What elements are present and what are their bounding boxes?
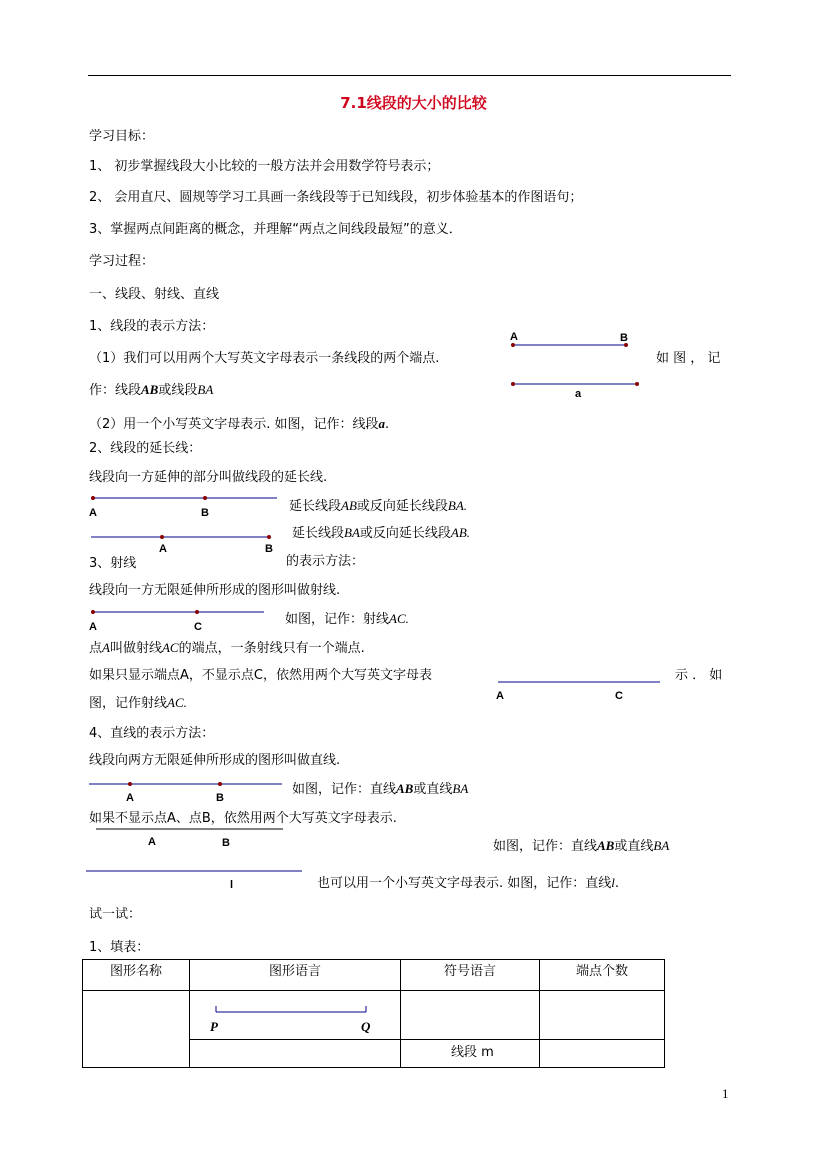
method-2-dot: . bbox=[385, 417, 390, 432]
cell-segment-m: 线段 m bbox=[401, 1040, 540, 1068]
segment-method-1-tail: 如 图 ， 记 bbox=[656, 351, 721, 366]
cell-endpoints-empty-2 bbox=[540, 1040, 665, 1068]
extension-definition: 线段向一方延伸的部分叫做线段的延长线. bbox=[89, 470, 328, 485]
ray-fig-AC: AC. bbox=[389, 611, 409, 626]
cell-figure-empty bbox=[190, 1040, 401, 1068]
segment-method-1: （1）我们可以用两个大写英文字母表示一条线段的两个端点. bbox=[89, 351, 440, 366]
header-figure-name: 图形名称 bbox=[83, 960, 190, 991]
ray-hidden-label-C: C bbox=[615, 690, 623, 702]
line2r-pre: 如图，记作：直线 bbox=[493, 839, 598, 854]
cell-figure-PQ bbox=[190, 991, 401, 1040]
line-l-label: l bbox=[230, 879, 234, 891]
line-point-B bbox=[218, 782, 222, 786]
point-A bbox=[511, 343, 515, 347]
ray-hidden-pre: 图，记作射线 bbox=[89, 696, 168, 711]
line2r-AB: AB bbox=[597, 838, 615, 853]
line3-pre: 也可以用一个小写英文字母表示. 如图，记作：直线 bbox=[317, 876, 612, 891]
line-hidden-label-B: B bbox=[222, 837, 230, 849]
ray-hidden-AC: AC. bbox=[167, 695, 187, 710]
ray-ep-AC: AC bbox=[161, 640, 179, 655]
line2r-or: 或直线 bbox=[614, 839, 654, 854]
section-1-heading: 一、线段、射线、直线 bbox=[89, 287, 220, 302]
line-text-2: 如果不显示点A、点B，依然用两个大写英文字母表示. bbox=[89, 811, 397, 826]
method-2-text: （2）用一个小写英文字母表示. 如图，记作：线段 bbox=[89, 417, 379, 432]
segment-a-start bbox=[511, 382, 515, 386]
line3-dot: . bbox=[614, 876, 620, 891]
segment-a-end bbox=[635, 382, 639, 386]
ext2-AB: AB. bbox=[450, 525, 471, 540]
goal-2: 2、 会用直尺、圆规等学习工具画一条线段等于已知线段，初步体验基本的作图语句； bbox=[89, 190, 583, 205]
ext1-pre: 延长线段 bbox=[289, 499, 342, 514]
line1-or: 或直线 bbox=[413, 782, 453, 797]
line-hidden-label-A: A bbox=[148, 836, 156, 848]
header-symbol-language: 符号语言 bbox=[401, 960, 540, 991]
ray-fig-pre: 如图，记作：射线 bbox=[285, 612, 390, 627]
notation-or: 或线段 bbox=[158, 383, 198, 398]
ext1-point-A bbox=[91, 496, 95, 500]
ray-ep-mid: 叫做射线 bbox=[109, 641, 162, 656]
line-label-A: A bbox=[126, 792, 134, 804]
ray-hidden-label-A: A bbox=[496, 690, 504, 702]
label-a: a bbox=[575, 388, 582, 400]
line1-AB: AB bbox=[396, 781, 414, 796]
try-heading: 试一试： bbox=[89, 907, 142, 922]
ray-ep-pre: 点 bbox=[89, 641, 103, 656]
ray-point-C bbox=[195, 610, 199, 614]
ext1-label-A: A bbox=[89, 507, 97, 519]
ext2-point-B bbox=[267, 535, 271, 539]
notation-prefix: 作：线段 bbox=[89, 383, 142, 398]
label-P: P bbox=[210, 1019, 218, 1034]
ext2-mid: 或反向延长线段 bbox=[359, 526, 451, 541]
ext1-BA: BA. bbox=[447, 498, 468, 513]
segment-PQ-figure bbox=[190, 991, 400, 1040]
goal-3: 3、掌握两点间距离的概念，并理解“两点之间线段最短”的意义． bbox=[89, 222, 462, 237]
line-heading: 4、直线的表示方法： bbox=[89, 726, 215, 741]
ext1-point-B bbox=[203, 496, 207, 500]
ray-point-A bbox=[91, 610, 95, 614]
fill-table-heading: 1、填表： bbox=[89, 940, 150, 955]
ext2-point-A bbox=[160, 535, 164, 539]
cell-symbol-empty bbox=[401, 991, 540, 1040]
ray-definition: 线段向一方无限延伸所形成的图形叫做射线. bbox=[89, 583, 341, 598]
table-header-row bbox=[83, 960, 665, 991]
ext2-BA: BA bbox=[344, 525, 360, 540]
line1-BA: BA bbox=[452, 781, 469, 796]
cell-endpoints-empty bbox=[540, 991, 665, 1040]
ray-hidden-tail: 示 ． 如 bbox=[675, 668, 723, 683]
segment-heading: 1、线段的表示方法： bbox=[89, 319, 215, 334]
goal-1: 1、 初步掌握线段大小比较的一般方法并会用数学符号表示； bbox=[89, 159, 440, 174]
ray-hidden-text: 如果只显示端点A，不显示点C，依然用两个大写英文字母表 bbox=[89, 668, 432, 683]
ext1-mid: 或反向延长线段 bbox=[356, 499, 448, 514]
ray-heading-b: 的表示方法： bbox=[286, 554, 365, 569]
ext1-AB: AB bbox=[341, 498, 357, 513]
cell-figure-name-empty bbox=[83, 991, 190, 1068]
header-endpoint-count: 端点个数 bbox=[540, 960, 665, 991]
extension-heading: 2、线段的延长线： bbox=[89, 441, 202, 456]
ray-label-C: C bbox=[194, 621, 202, 633]
ray-label-A: A bbox=[89, 621, 97, 633]
line-definition: 线段向两方无限延伸所形成的图形叫做直线. bbox=[89, 753, 341, 768]
process-heading: 学习过程： bbox=[89, 254, 155, 269]
page-title: 7.1线段的大小的比较 bbox=[340, 94, 487, 112]
notation-BA: BA bbox=[197, 382, 214, 397]
table-row bbox=[83, 991, 665, 1040]
goals-heading: 学习目标： bbox=[89, 129, 155, 144]
notation-AB: AB bbox=[141, 382, 159, 397]
fill-table bbox=[82, 959, 665, 1068]
line1-pre: 如图，记作：直线 bbox=[292, 782, 397, 797]
ext2-label-B: B bbox=[265, 543, 273, 555]
label-A: A bbox=[510, 331, 518, 343]
ext2-pre: 延长线段 bbox=[292, 526, 345, 541]
method-2-a: a bbox=[378, 416, 386, 431]
line2r-BA: BA bbox=[653, 838, 670, 853]
label-Q: Q bbox=[361, 1019, 371, 1034]
ext1-label-B: B bbox=[201, 507, 209, 519]
ray-ep-A: A bbox=[102, 640, 110, 655]
line3-l: l bbox=[611, 875, 615, 890]
label-B: B bbox=[620, 332, 628, 344]
ext2-label-A: A bbox=[159, 543, 167, 555]
line-label-B: B bbox=[216, 792, 224, 804]
ray-heading-a: 3、射线 bbox=[89, 556, 137, 571]
page-number: 1 bbox=[722, 1086, 729, 1101]
line-point-A bbox=[128, 782, 132, 786]
header-figure-language: 图形语言 bbox=[190, 960, 401, 991]
ray-ep-post: 的端点，一条射线只有一个端点. bbox=[178, 641, 365, 656]
